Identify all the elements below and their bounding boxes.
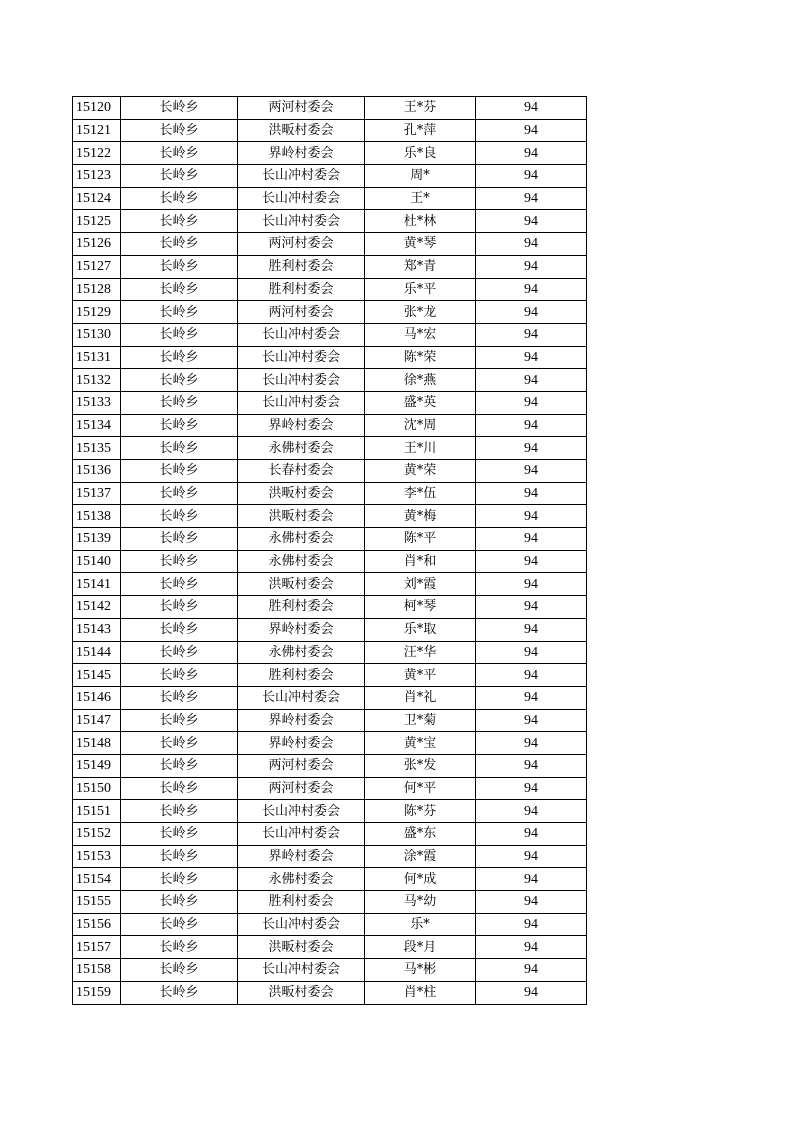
- person-name-cell: 陈*荣: [365, 346, 476, 369]
- score-cell: 94: [476, 323, 587, 346]
- score-cell: 94: [476, 641, 587, 664]
- record-id-cell: 15142: [73, 596, 121, 619]
- score-cell: 94: [476, 936, 587, 959]
- table-row: [73, 460, 587, 483]
- township-cell: 长岭乡: [121, 573, 238, 596]
- village-committee-cell: 界岭村委会: [238, 732, 365, 755]
- score-cell: 94: [476, 97, 587, 120]
- person-name-cell: 张*发: [365, 754, 476, 777]
- score-cell: 94: [476, 255, 587, 278]
- person-name-cell: 何*平: [365, 777, 476, 800]
- village-committee-cell: 长山冲村委会: [238, 323, 365, 346]
- township-cell: 长岭乡: [121, 800, 238, 823]
- score-cell: 94: [476, 845, 587, 868]
- person-name-cell: 乐*: [365, 913, 476, 936]
- table-row: [73, 233, 587, 256]
- table-row: [73, 618, 587, 641]
- person-name-cell: 黄*梅: [365, 505, 476, 528]
- person-name-cell: 肖*柱: [365, 981, 476, 1004]
- person-name-cell: 马*宏: [365, 323, 476, 346]
- village-committee-cell: 长山冲村委会: [238, 369, 365, 392]
- person-name-cell: 乐*取: [365, 618, 476, 641]
- village-committee-cell: 长山冲村委会: [238, 187, 365, 210]
- record-id-cell: 15139: [73, 528, 121, 551]
- record-id-cell: 15135: [73, 437, 121, 460]
- table-row: [73, 437, 587, 460]
- village-committee-cell: 长山冲村委会: [238, 959, 365, 982]
- person-name-cell: 马*彬: [365, 959, 476, 982]
- table-row: [73, 686, 587, 709]
- village-committee-cell: 永佛村委会: [238, 528, 365, 551]
- village-committee-cell: 长山冲村委会: [238, 913, 365, 936]
- table-row: [73, 119, 587, 142]
- table-row: [73, 777, 587, 800]
- township-cell: 长岭乡: [121, 505, 238, 528]
- record-id-cell: 15123: [73, 165, 121, 188]
- record-id-cell: 15145: [73, 664, 121, 687]
- person-name-cell: 汪*华: [365, 641, 476, 664]
- person-name-cell: 乐*平: [365, 278, 476, 301]
- person-name-cell: 李*伍: [365, 482, 476, 505]
- score-cell: 94: [476, 391, 587, 414]
- village-committee-cell: 洪畈村委会: [238, 482, 365, 505]
- village-committee-cell: 洪畈村委会: [238, 119, 365, 142]
- village-committee-cell: 长山冲村委会: [238, 165, 365, 188]
- record-id-cell: 15133: [73, 391, 121, 414]
- table-body: [73, 97, 587, 1005]
- record-id-cell: 15159: [73, 981, 121, 1004]
- table-row: [73, 278, 587, 301]
- person-name-cell: 陈*平: [365, 528, 476, 551]
- village-committee-cell: 界岭村委会: [238, 845, 365, 868]
- record-id-cell: 15134: [73, 414, 121, 437]
- village-committee-cell: 长山冲村委会: [238, 823, 365, 846]
- village-committee-cell: 两河村委会: [238, 301, 365, 324]
- person-name-cell: 肖*和: [365, 550, 476, 573]
- township-cell: 长岭乡: [121, 550, 238, 573]
- score-cell: 94: [476, 301, 587, 324]
- table-row: [73, 210, 587, 233]
- table-row: [73, 891, 587, 914]
- township-cell: 长岭乡: [121, 255, 238, 278]
- village-committee-cell: 两河村委会: [238, 754, 365, 777]
- township-cell: 长岭乡: [121, 959, 238, 982]
- table-row: [73, 391, 587, 414]
- record-id-cell: 15140: [73, 550, 121, 573]
- person-name-cell: 卫*菊: [365, 709, 476, 732]
- score-cell: 94: [476, 119, 587, 142]
- score-cell: 94: [476, 709, 587, 732]
- score-cell: 94: [476, 482, 587, 505]
- village-committee-cell: 永佛村委会: [238, 550, 365, 573]
- record-id-cell: 15137: [73, 482, 121, 505]
- table-row: [73, 981, 587, 1004]
- village-committee-cell: 界岭村委会: [238, 142, 365, 165]
- score-cell: 94: [476, 550, 587, 573]
- township-cell: 长岭乡: [121, 233, 238, 256]
- record-id-cell: 15132: [73, 369, 121, 392]
- township-cell: 长岭乡: [121, 777, 238, 800]
- township-cell: 长岭乡: [121, 664, 238, 687]
- township-cell: 长岭乡: [121, 301, 238, 324]
- score-cell: 94: [476, 528, 587, 551]
- table-row: [73, 528, 587, 551]
- score-cell: 94: [476, 460, 587, 483]
- table-row: [73, 187, 587, 210]
- record-id-cell: 15149: [73, 754, 121, 777]
- person-name-cell: 盛*英: [365, 391, 476, 414]
- township-cell: 长岭乡: [121, 391, 238, 414]
- record-id-cell: 15120: [73, 97, 121, 120]
- score-cell: 94: [476, 754, 587, 777]
- village-committee-cell: 两河村委会: [238, 233, 365, 256]
- person-name-cell: 周*: [365, 165, 476, 188]
- score-cell: 94: [476, 686, 587, 709]
- score-cell: 94: [476, 505, 587, 528]
- township-cell: 长岭乡: [121, 165, 238, 188]
- table-row: [73, 414, 587, 437]
- score-cell: 94: [476, 732, 587, 755]
- record-id-cell: 15138: [73, 505, 121, 528]
- village-committee-cell: 胜利村委会: [238, 255, 365, 278]
- village-committee-cell: 永佛村委会: [238, 641, 365, 664]
- table-row: [73, 505, 587, 528]
- score-cell: 94: [476, 868, 587, 891]
- village-committee-cell: 界岭村委会: [238, 618, 365, 641]
- township-cell: 长岭乡: [121, 936, 238, 959]
- township-cell: 长岭乡: [121, 641, 238, 664]
- table-row: [73, 913, 587, 936]
- village-committee-cell: 长山冲村委会: [238, 800, 365, 823]
- record-id-cell: 15155: [73, 891, 121, 914]
- person-name-cell: 沈*周: [365, 414, 476, 437]
- score-cell: 94: [476, 437, 587, 460]
- table-row: [73, 369, 587, 392]
- score-cell: 94: [476, 573, 587, 596]
- township-cell: 长岭乡: [121, 278, 238, 301]
- table-row: [73, 709, 587, 732]
- score-cell: 94: [476, 187, 587, 210]
- score-cell: 94: [476, 913, 587, 936]
- table-row: [73, 959, 587, 982]
- person-name-cell: 刘*霞: [365, 573, 476, 596]
- record-id-cell: 15156: [73, 913, 121, 936]
- score-cell: 94: [476, 981, 587, 1004]
- record-id-cell: 15141: [73, 573, 121, 596]
- table-row: [73, 165, 587, 188]
- record-id-cell: 15153: [73, 845, 121, 868]
- township-cell: 长岭乡: [121, 482, 238, 505]
- table-row: [73, 800, 587, 823]
- record-id-cell: 15148: [73, 732, 121, 755]
- score-cell: 94: [476, 777, 587, 800]
- village-committee-cell: 洪畈村委会: [238, 981, 365, 1004]
- village-committee-cell: 长春村委会: [238, 460, 365, 483]
- person-name-cell: 杜*林: [365, 210, 476, 233]
- table-row: [73, 301, 587, 324]
- record-id-cell: 15146: [73, 686, 121, 709]
- record-id-cell: 15152: [73, 823, 121, 846]
- table-row: [73, 97, 587, 120]
- village-committee-cell: 长山冲村委会: [238, 686, 365, 709]
- person-name-cell: 徐*燕: [365, 369, 476, 392]
- person-name-cell: 肖*礼: [365, 686, 476, 709]
- person-name-cell: 黄*平: [365, 664, 476, 687]
- score-cell: 94: [476, 165, 587, 188]
- record-id-cell: 15144: [73, 641, 121, 664]
- township-cell: 长岭乡: [121, 142, 238, 165]
- township-cell: 长岭乡: [121, 709, 238, 732]
- table-row: [73, 323, 587, 346]
- table-row: [73, 823, 587, 846]
- score-cell: 94: [476, 664, 587, 687]
- township-cell: 长岭乡: [121, 97, 238, 120]
- village-committee-cell: 两河村委会: [238, 97, 365, 120]
- township-cell: 长岭乡: [121, 210, 238, 233]
- person-name-cell: 王*芬: [365, 97, 476, 120]
- record-id-cell: 15136: [73, 460, 121, 483]
- table-row: [73, 596, 587, 619]
- record-id-cell: 15157: [73, 936, 121, 959]
- record-id-cell: 15151: [73, 800, 121, 823]
- score-cell: 94: [476, 800, 587, 823]
- village-committee-cell: 胜利村委会: [238, 891, 365, 914]
- person-name-cell: 黄*荣: [365, 460, 476, 483]
- person-name-cell: 张*龙: [365, 301, 476, 324]
- township-cell: 长岭乡: [121, 868, 238, 891]
- village-committee-cell: 界岭村委会: [238, 414, 365, 437]
- record-id-cell: 15122: [73, 142, 121, 165]
- person-name-cell: 何*成: [365, 868, 476, 891]
- table-row: [73, 550, 587, 573]
- township-cell: 长岭乡: [121, 323, 238, 346]
- village-committee-cell: 长山冲村委会: [238, 391, 365, 414]
- table-row: [73, 255, 587, 278]
- table-row: [73, 346, 587, 369]
- person-name-cell: 马*幼: [365, 891, 476, 914]
- record-id-cell: 15126: [73, 233, 121, 256]
- score-cell: 94: [476, 346, 587, 369]
- table-row: [73, 732, 587, 755]
- person-name-cell: 盛*东: [365, 823, 476, 846]
- township-cell: 长岭乡: [121, 686, 238, 709]
- person-name-cell: 乐*良: [365, 142, 476, 165]
- table-row: [73, 754, 587, 777]
- township-cell: 长岭乡: [121, 618, 238, 641]
- record-id-cell: 15128: [73, 278, 121, 301]
- person-name-cell: 柯*琴: [365, 596, 476, 619]
- township-cell: 长岭乡: [121, 732, 238, 755]
- village-committee-cell: 永佛村委会: [238, 437, 365, 460]
- township-cell: 长岭乡: [121, 596, 238, 619]
- score-cell: 94: [476, 414, 587, 437]
- township-cell: 长岭乡: [121, 528, 238, 551]
- township-cell: 长岭乡: [121, 823, 238, 846]
- score-cell: 94: [476, 596, 587, 619]
- township-cell: 长岭乡: [121, 845, 238, 868]
- village-committee-cell: 长山冲村委会: [238, 346, 365, 369]
- person-name-cell: 王*川: [365, 437, 476, 460]
- record-id-cell: 15147: [73, 709, 121, 732]
- record-id-cell: 15150: [73, 777, 121, 800]
- person-name-cell: 段*月: [365, 936, 476, 959]
- village-committee-cell: 胜利村委会: [238, 278, 365, 301]
- table-row: [73, 664, 587, 687]
- score-cell: 94: [476, 618, 587, 641]
- table-row: [73, 482, 587, 505]
- village-committee-cell: 长山冲村委会: [238, 210, 365, 233]
- township-cell: 长岭乡: [121, 369, 238, 392]
- table-row: [73, 641, 587, 664]
- score-cell: 94: [476, 142, 587, 165]
- village-committee-cell: 洪畈村委会: [238, 573, 365, 596]
- record-id-cell: 15125: [73, 210, 121, 233]
- township-cell: 长岭乡: [121, 346, 238, 369]
- village-committee-cell: 胜利村委会: [238, 596, 365, 619]
- score-cell: 94: [476, 210, 587, 233]
- record-id-cell: 15143: [73, 618, 121, 641]
- table-row: [73, 868, 587, 891]
- person-name-cell: 黄*琴: [365, 233, 476, 256]
- record-id-cell: 15127: [73, 255, 121, 278]
- township-cell: 长岭乡: [121, 754, 238, 777]
- score-cell: 94: [476, 233, 587, 256]
- score-cell: 94: [476, 891, 587, 914]
- village-committee-cell: 洪畈村委会: [238, 505, 365, 528]
- village-committee-cell: 胜利村委会: [238, 664, 365, 687]
- township-cell: 长岭乡: [121, 460, 238, 483]
- township-cell: 长岭乡: [121, 913, 238, 936]
- person-name-cell: 陈*芬: [365, 800, 476, 823]
- village-committee-cell: 两河村委会: [238, 777, 365, 800]
- village-committee-cell: 永佛村委会: [238, 868, 365, 891]
- table-row: [73, 573, 587, 596]
- record-id-cell: 15131: [73, 346, 121, 369]
- person-name-cell: 涂*霞: [365, 845, 476, 868]
- table-row: [73, 936, 587, 959]
- person-name-cell: 孔*萍: [365, 119, 476, 142]
- person-name-cell: 黄*宝: [365, 732, 476, 755]
- record-id-cell: 15154: [73, 868, 121, 891]
- score-cell: 94: [476, 959, 587, 982]
- record-id-cell: 15158: [73, 959, 121, 982]
- township-cell: 长岭乡: [121, 981, 238, 1004]
- township-cell: 长岭乡: [121, 119, 238, 142]
- township-cell: 长岭乡: [121, 891, 238, 914]
- township-cell: 长岭乡: [121, 437, 238, 460]
- data-table: [72, 96, 587, 1005]
- table-row: [73, 142, 587, 165]
- township-cell: 长岭乡: [121, 414, 238, 437]
- village-committee-cell: 界岭村委会: [238, 709, 365, 732]
- score-cell: 94: [476, 823, 587, 846]
- village-committee-cell: 洪畈村委会: [238, 936, 365, 959]
- township-cell: 长岭乡: [121, 187, 238, 210]
- record-id-cell: 15121: [73, 119, 121, 142]
- score-cell: 94: [476, 278, 587, 301]
- person-name-cell: 王*: [365, 187, 476, 210]
- record-id-cell: 15124: [73, 187, 121, 210]
- record-id-cell: 15130: [73, 323, 121, 346]
- score-cell: 94: [476, 369, 587, 392]
- record-id-cell: 15129: [73, 301, 121, 324]
- table-row: [73, 845, 587, 868]
- person-name-cell: 郑*青: [365, 255, 476, 278]
